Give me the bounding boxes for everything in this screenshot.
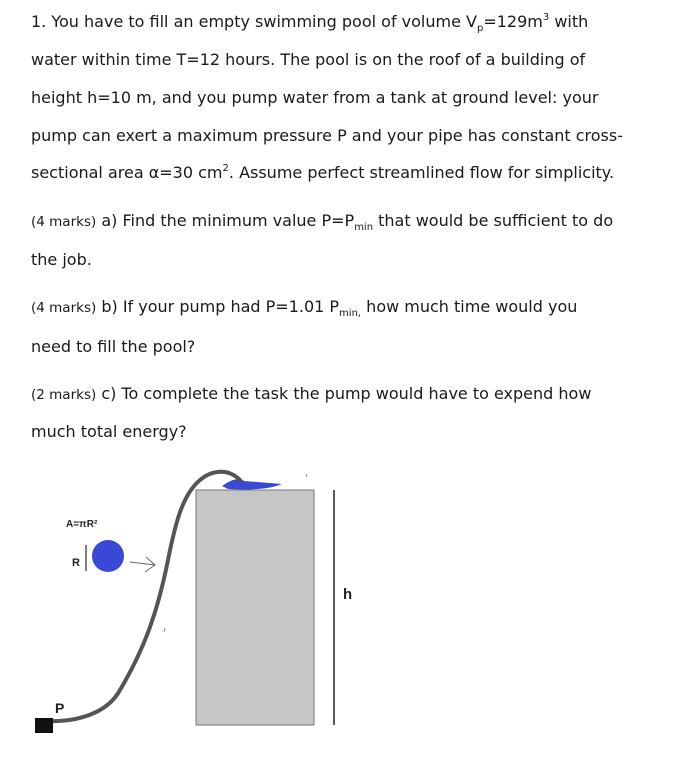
part-c-line-1 bbox=[31, 384, 591, 405]
text-segment: c) To complete the task the pump would have to expend how bbox=[96, 384, 592, 403]
problem-text bbox=[51, 12, 589, 34]
part-a-marks: (4 marks) bbox=[31, 214, 97, 230]
problem-line-1 bbox=[31, 12, 588, 32]
part-c-line-2: much total energy? bbox=[31, 422, 187, 441]
arrow-icon bbox=[130, 557, 155, 572]
problem-line-3: height h=10 m, and you pump water from a tank at ground level: your bbox=[31, 88, 599, 107]
text-segment: You have to fill an empty swimming pool of volume V bbox=[51, 12, 477, 31]
roof-water bbox=[222, 479, 282, 490]
text-segment: =129m bbox=[483, 12, 543, 31]
height-label: h bbox=[343, 586, 353, 603]
problem-line-4: pump can exert a maximum pressure P and your pipe has constant cross- bbox=[31, 126, 623, 145]
text-segment: . Assume perfect streamlined flow for simplicity. bbox=[228, 163, 615, 182]
pump bbox=[35, 718, 53, 733]
superscript: 3 bbox=[542, 12, 550, 23]
stray-mark bbox=[164, 628, 165, 632]
part-b-line-1 bbox=[31, 297, 577, 318]
text-segment: sectional area α=30 cm bbox=[31, 163, 223, 182]
pump-label: P bbox=[55, 700, 65, 716]
part-c-marks: (2 marks) bbox=[31, 387, 97, 403]
area-label: A=πR² bbox=[66, 519, 98, 530]
subscript: p bbox=[476, 23, 484, 34]
text-segment: b) If your pump had P=1.01 P bbox=[96, 297, 340, 316]
problem-number: 1. bbox=[31, 12, 47, 31]
part-a-line-1 bbox=[31, 211, 613, 232]
superscript: 2 bbox=[222, 163, 229, 174]
text-segment: a) Find the minimum value P=P bbox=[96, 211, 355, 230]
building bbox=[196, 490, 314, 725]
problem-line-2: water within time T=12 hours. The pool is on the roof of a building of bbox=[31, 50, 586, 69]
subscript: min, bbox=[339, 308, 362, 319]
stray-mark bbox=[306, 474, 307, 477]
part-a-line-2: the job. bbox=[31, 250, 92, 269]
part-b-marks: (4 marks) bbox=[31, 300, 97, 316]
pool-diagram bbox=[0, 455, 692, 757]
text-segment: how much time would you bbox=[361, 297, 578, 316]
subscript: min bbox=[354, 222, 374, 233]
text-segment: with bbox=[549, 12, 589, 31]
text-segment: that would be sufficient to do bbox=[373, 211, 614, 230]
pipe-cross-section bbox=[92, 540, 124, 572]
problem-line-5 bbox=[31, 163, 614, 183]
part-b-line-2: need to fill the pool? bbox=[31, 337, 196, 356]
radius-label: R bbox=[72, 557, 80, 569]
